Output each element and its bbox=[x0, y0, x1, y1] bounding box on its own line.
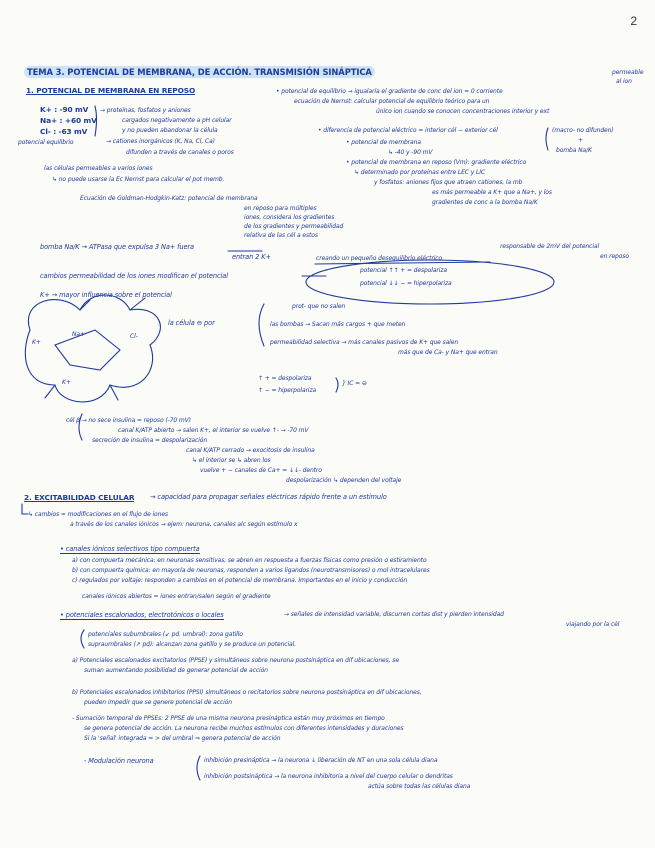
canales-item: c) regulados por voltaje: responden a cambios en el potencial de membrana. Importantes en el inicio y conducción bbox=[72, 577, 408, 584]
right-note: ↳ determinado por proteínas entre LEC y LIC bbox=[354, 169, 485, 176]
potenciales-heading: • potenciales escalonados, electrotónicos o locales bbox=[60, 611, 224, 619]
title-text: TEMA 3. POTENCIAL DE MEMBRANA, DE ACCIÓN. TRANSMISIÓN SINÁPTICA bbox=[24, 66, 375, 78]
ppse-line: suman aumentando posibilidad de generar potencial de acción bbox=[84, 667, 268, 674]
right-note: ↳ -40 y -90 mV bbox=[388, 149, 433, 156]
goldman-line: de los gradientes y permeabilidad bbox=[244, 223, 344, 230]
ion-brace bbox=[95, 106, 97, 136]
right-note: es más permeable a K+ que a Na+, y los bbox=[432, 189, 552, 196]
cambios-line: a través de los canales iónicos → ejem: neurona, canales alc según estímulo x bbox=[70, 521, 298, 528]
ppsi-line: pueden impedir que se genere potencial de acción bbox=[84, 699, 232, 706]
modulacion-pre: inhibición presináptica → la neurona ↓ liberación de NT en una sola célula diana bbox=[204, 757, 438, 764]
margin-note: permeable bbox=[612, 69, 644, 76]
kplus-note: K+ → mayor influencia sobre el potencial bbox=[40, 291, 172, 299]
right-note: gradientes de conc a la bomba Na/K bbox=[432, 199, 538, 206]
ions-note: cargados negativamente a pH celular bbox=[122, 117, 232, 124]
canales-note: canales iónicos abiertos = iones entran/salen según el gradiente bbox=[82, 593, 271, 600]
cell-summary: } IC = ⊖ bbox=[342, 380, 367, 387]
ppse-line: a) Potenciales escalonados excitatorios (PPSE) y simultáneos sobre neurona postsináptica en dif ubicaciones, se bbox=[72, 657, 399, 664]
ions-note: → cationes inorgánicos (K, Na, Cl, Ca) bbox=[106, 138, 215, 145]
right-note: único ion cuando se conocen concentraciones interior y ext bbox=[376, 108, 550, 115]
pump-resp: responsable de 2mV del potencial bbox=[500, 243, 600, 250]
ions-note: y no pueden abandonar la célula bbox=[122, 127, 218, 134]
cell-ion: K+ bbox=[62, 379, 71, 386]
beta-line: despolarización ↳ dependen del voltaje bbox=[286, 477, 402, 484]
cell-branch: permeabilidad selectiva → más canales pasivos de K+ que salen bbox=[270, 339, 459, 346]
right-note: • diferencia de potencial eléctrico = interior cél − exterior cél bbox=[318, 127, 498, 134]
page-number: 2 bbox=[630, 14, 637, 28]
section2-heading: 2. EXCITABILIDAD CELULAR bbox=[24, 493, 135, 502]
bracket-right bbox=[546, 128, 548, 150]
umbral-line: potenciales subumbrales (↙ pd. umbral): zona gatillo bbox=[88, 631, 243, 638]
cell-ion: Cl- bbox=[130, 333, 138, 340]
cell-branch: más que de Ca- y Na+ que entran bbox=[398, 349, 498, 356]
cell-ion: K+ bbox=[32, 339, 41, 346]
ions-label: potencial equilibrio bbox=[18, 139, 74, 146]
margin-note: al ion bbox=[616, 78, 632, 85]
cell-branch: prot- que no salen bbox=[292, 303, 346, 310]
pump-line2: entran 2 K+ bbox=[232, 253, 271, 261]
cell-outline bbox=[25, 295, 160, 402]
cell-inner bbox=[55, 330, 120, 370]
cell-summary: ↑ − = hiperpolariza bbox=[258, 387, 317, 394]
cell-label: la célula ⊖ por bbox=[168, 319, 215, 327]
goldman-line: en reposo para múltiples bbox=[244, 205, 317, 212]
pump-result: creando un pequeño desequilibrio eléctrico bbox=[316, 255, 443, 262]
modulacion-label: - Modulación neurona bbox=[84, 757, 154, 765]
goldman-line: Ecuación de Goldman-Hodgkin-Katz: potencial de membrana bbox=[80, 195, 258, 202]
cell-branch: las bombas → Sacan más cargos + que meten bbox=[270, 321, 406, 328]
oval-line: potencial ↓↓ − = hiperpolariza bbox=[360, 280, 452, 287]
umbral-line: supraumbrales (↗ pd): alcanzan zona gatillo y se produce un potencial. bbox=[88, 641, 297, 648]
oval-line: potencial ↑↑ + = despolariza bbox=[360, 267, 447, 274]
cell-ion: Na+ bbox=[72, 331, 85, 338]
modulacion-post: inhibición postsináptica → la neurona inhibitoria a nivel del cuerpo celular o dendritas bbox=[204, 773, 453, 780]
nernst-note: las células permeables a varios iones bbox=[44, 165, 153, 172]
ions-note: → proteínas, fosfatos y aniones bbox=[100, 107, 191, 114]
potenciales-note: → señales de intensidad variable, discurren cortas dist y pierden intensidad bbox=[284, 611, 504, 618]
bracket-note: (macro- no difunden) bbox=[552, 127, 614, 134]
suma-line: - Sumación temporal de PPSEs: 2 PPSE de una misma neurona presináptica están muy próximos en tiempo bbox=[72, 715, 385, 722]
beta-line: cél β → no sece insulina = reposo (-70 mV) bbox=[66, 417, 191, 424]
ion-cl: Cl- : -63 mV bbox=[40, 127, 88, 136]
cambios-line: ↳ cambios = modificaciones en el flujo de iones bbox=[28, 511, 168, 518]
right-note: y fosfatos: aniones fijos que atraen cationes, la mb bbox=[374, 179, 523, 186]
ion-k: K+ : -90 mV bbox=[40, 105, 89, 114]
perm-change: cambios permeabilidad de los iones modifican el potencial bbox=[40, 272, 228, 280]
nernst-note: ↳ no puede usarse la Ec Nernst para calcular el pot memb. bbox=[52, 176, 225, 183]
bracket-note: bomba Na/K bbox=[556, 147, 592, 154]
canales-item: a) con compuerta mecánica: en neuronas sensitivas, se abren en respuesta a fuerzas físicas como presión o estiramiento bbox=[72, 557, 427, 564]
ppsi-line: b) Potenciales escalonados inhibitorios (PPSI) simultáneos o recitatorios sobre neurona postsináptica en dif ubicaciones, bbox=[72, 689, 422, 696]
goldman-line: iones, considera los gradientes bbox=[244, 214, 335, 221]
suma-line: Si la 'señal' integrada = > del umbral ⇒ genera potencial de acción bbox=[84, 735, 281, 742]
right-note: • potencial de equilibrio → igualaría el gradiente de conc del ion = 0 corriente bbox=[276, 88, 503, 95]
right-note: ecuación de Nernst: calcular potencial de equilibrio teórico para un bbox=[294, 98, 490, 105]
beta-line: canal K/ATP abierto → salen K+, el interior se vuelve ↑- → -70 mV bbox=[118, 427, 309, 434]
suma-line: se genera potencial de acción. La neurona recibe muchos estímulos con diferentes intensidades y duraciones bbox=[84, 725, 404, 732]
beta-line: secreción de insulina = despolarización bbox=[92, 437, 208, 444]
section1-heading: 1. POTENCIAL DE MEMBRANA EN REPOSO bbox=[26, 86, 196, 95]
right-note: • potencial de membrana bbox=[346, 139, 421, 146]
oval-shape bbox=[306, 260, 554, 304]
pump-resp2: en reposo bbox=[600, 253, 629, 260]
modulacion-post2: actúa sobre todas las células diana bbox=[368, 783, 471, 790]
right-note: • potencial de membrana en reposo (Vm): gradiente eléctrico bbox=[346, 159, 527, 166]
beta-line: canal K/ATP cerrado → exocitosis de insulina bbox=[186, 447, 315, 454]
beta-line: vuelve + − canales de Ca+ = ↓↓- dentro bbox=[200, 467, 322, 474]
beta-line: ↳ el interior se ↳ abren los bbox=[192, 457, 271, 464]
goldman-line: relativa de las cél a estos bbox=[244, 232, 318, 239]
cell-summary: ↑ + = despolariza bbox=[258, 375, 312, 382]
ion-na: Na+ : +60 mV bbox=[40, 116, 97, 125]
section2-heading-note: → capacidad para propagar señales eléctricas rápido frente a un estímulo bbox=[150, 493, 387, 501]
canales-item: b) con compuerta química: en mayoría de neuronas, responden a varios ligandos (neurotransmisores) o mol intracelulares bbox=[72, 567, 430, 574]
canales-heading: • canales iónicos selectivos tipo compuerta bbox=[60, 545, 200, 553]
pump-line: bomba Na/K → ATPasa que expulsa 3 Na+ fuera bbox=[40, 243, 194, 251]
ions-note: difunden a través de canales o poros bbox=[126, 149, 234, 156]
potenciales-note2: viajando por la cél bbox=[566, 621, 620, 628]
bracket-note: + bbox=[578, 137, 583, 144]
